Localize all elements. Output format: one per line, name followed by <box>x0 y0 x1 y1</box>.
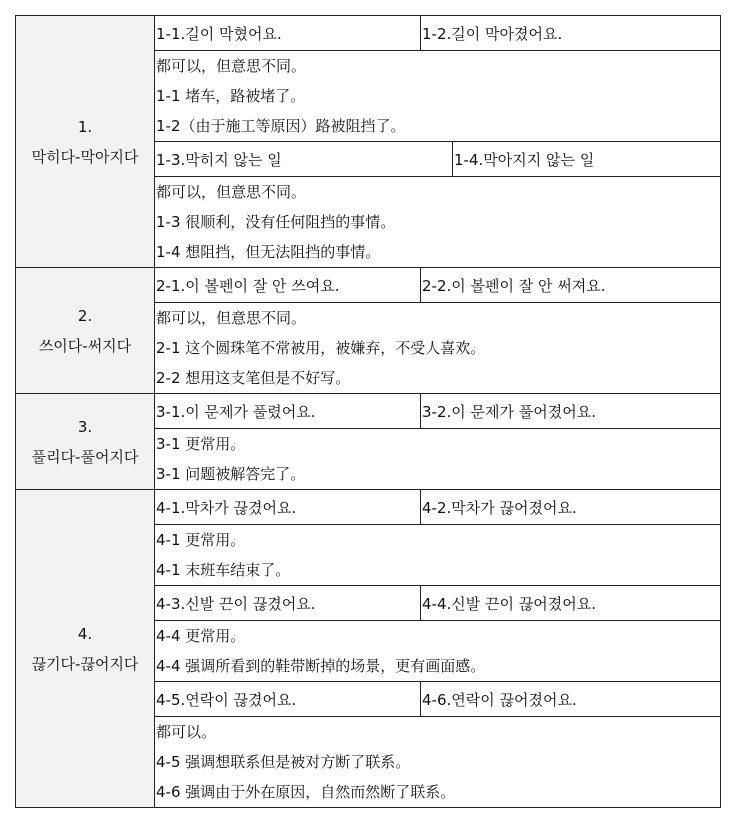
note-line: 4-1 更常用。 <box>156 531 246 549</box>
example-cell: 4-5.연락이 끊겼어요. <box>155 682 421 717</box>
table-row <box>16 268 721 303</box>
group-label: 쓰이다-써지다 <box>38 336 132 355</box>
table-row <box>16 490 721 525</box>
note-line: 4-1 末班车结束了。 <box>156 561 291 579</box>
example-cell: 3-1.이 문제가 풀렸어요. <box>155 394 421 429</box>
example-cell: 3-2.이 문제가 풀어졌어요. <box>421 394 721 429</box>
comparison-table <box>15 15 721 808</box>
note-line: 3-1 更常用。 <box>156 435 246 453</box>
note-cell <box>155 429 721 490</box>
table-row <box>16 394 721 429</box>
table-row <box>16 16 721 51</box>
example-cell: 1-3.막히지 않는 일 <box>155 142 453 177</box>
group-header <box>16 490 155 808</box>
note-line: 1-3 很顺利，没有任何阻挡的事情。 <box>156 213 396 231</box>
group-number: 1. <box>77 117 93 136</box>
note-line: 1-1 堵车，路被堵了。 <box>156 87 306 105</box>
group-header <box>16 394 155 490</box>
group-number: 3. <box>77 417 93 436</box>
example-cell: 2-1.이 볼펜이 잘 안 쓰여요. <box>155 268 421 303</box>
group-header <box>16 268 155 394</box>
group-header <box>16 16 155 268</box>
example-cell: 2-2.이 볼펜이 잘 안 써져요. <box>421 268 721 303</box>
note-cell <box>155 51 721 142</box>
note-cell <box>155 177 721 268</box>
note-cell <box>155 525 721 586</box>
note-line: 2-2 想用这支笔但是不好写。 <box>156 369 351 387</box>
group-label: 풀리다-풀어지다 <box>31 447 139 466</box>
note-cell <box>155 621 721 682</box>
group-number: 4. <box>77 624 93 643</box>
note-line: 都可以，但意思不同。 <box>156 309 307 327</box>
example-cell: 4-2.막차가 끊어졌어요. <box>421 490 721 525</box>
note-cell <box>155 717 721 808</box>
note-line: 4-5 强调想联系但是被对方断了联系。 <box>156 753 411 771</box>
example-cell: 4-4.신발 끈이 끊어졌어요. <box>421 586 721 621</box>
example-cell: 1-2.길이 막아졌어요. <box>421 16 721 51</box>
note-line: 3-1 问题被解答完了。 <box>156 465 306 483</box>
note-line: 1-4 想阻挡，但无法阻挡的事情。 <box>156 243 381 261</box>
note-line: 4-6 强调由于外在原因，自然而然断了联系。 <box>156 783 456 801</box>
example-cell: 1-4.막아지지 않는 일 <box>453 142 721 177</box>
note-line: 4-4 更常用。 <box>156 627 246 645</box>
example-cell: 4-3.신발 끈이 끊겼어요. <box>155 586 421 621</box>
group-number: 2. <box>77 306 93 325</box>
note-cell <box>155 303 721 394</box>
note-line: 都可以，但意思不同。 <box>156 57 307 75</box>
example-cell: 1-1.길이 막혔어요. <box>155 16 421 51</box>
example-cell: 4-1.막차가 끊겼어요. <box>155 490 421 525</box>
note-line: 1-2（由于施工等原因）路被阻挡了。 <box>156 117 406 135</box>
group-label: 막히다-막아지다 <box>31 147 139 166</box>
note-line: 都可以，但意思不同。 <box>156 183 307 201</box>
note-line: 4-4 强调所看到的鞋带断掉的场景，更有画面感。 <box>156 657 486 675</box>
note-line: 都可以。 <box>156 723 217 741</box>
group-label: 끊기다-끊어지다 <box>31 654 139 673</box>
note-line: 2-1 这个圆珠笔不常被用，被嫌弃，不受人喜欢。 <box>156 339 486 357</box>
example-cell: 4-6.연락이 끊어졌어요. <box>421 682 721 717</box>
